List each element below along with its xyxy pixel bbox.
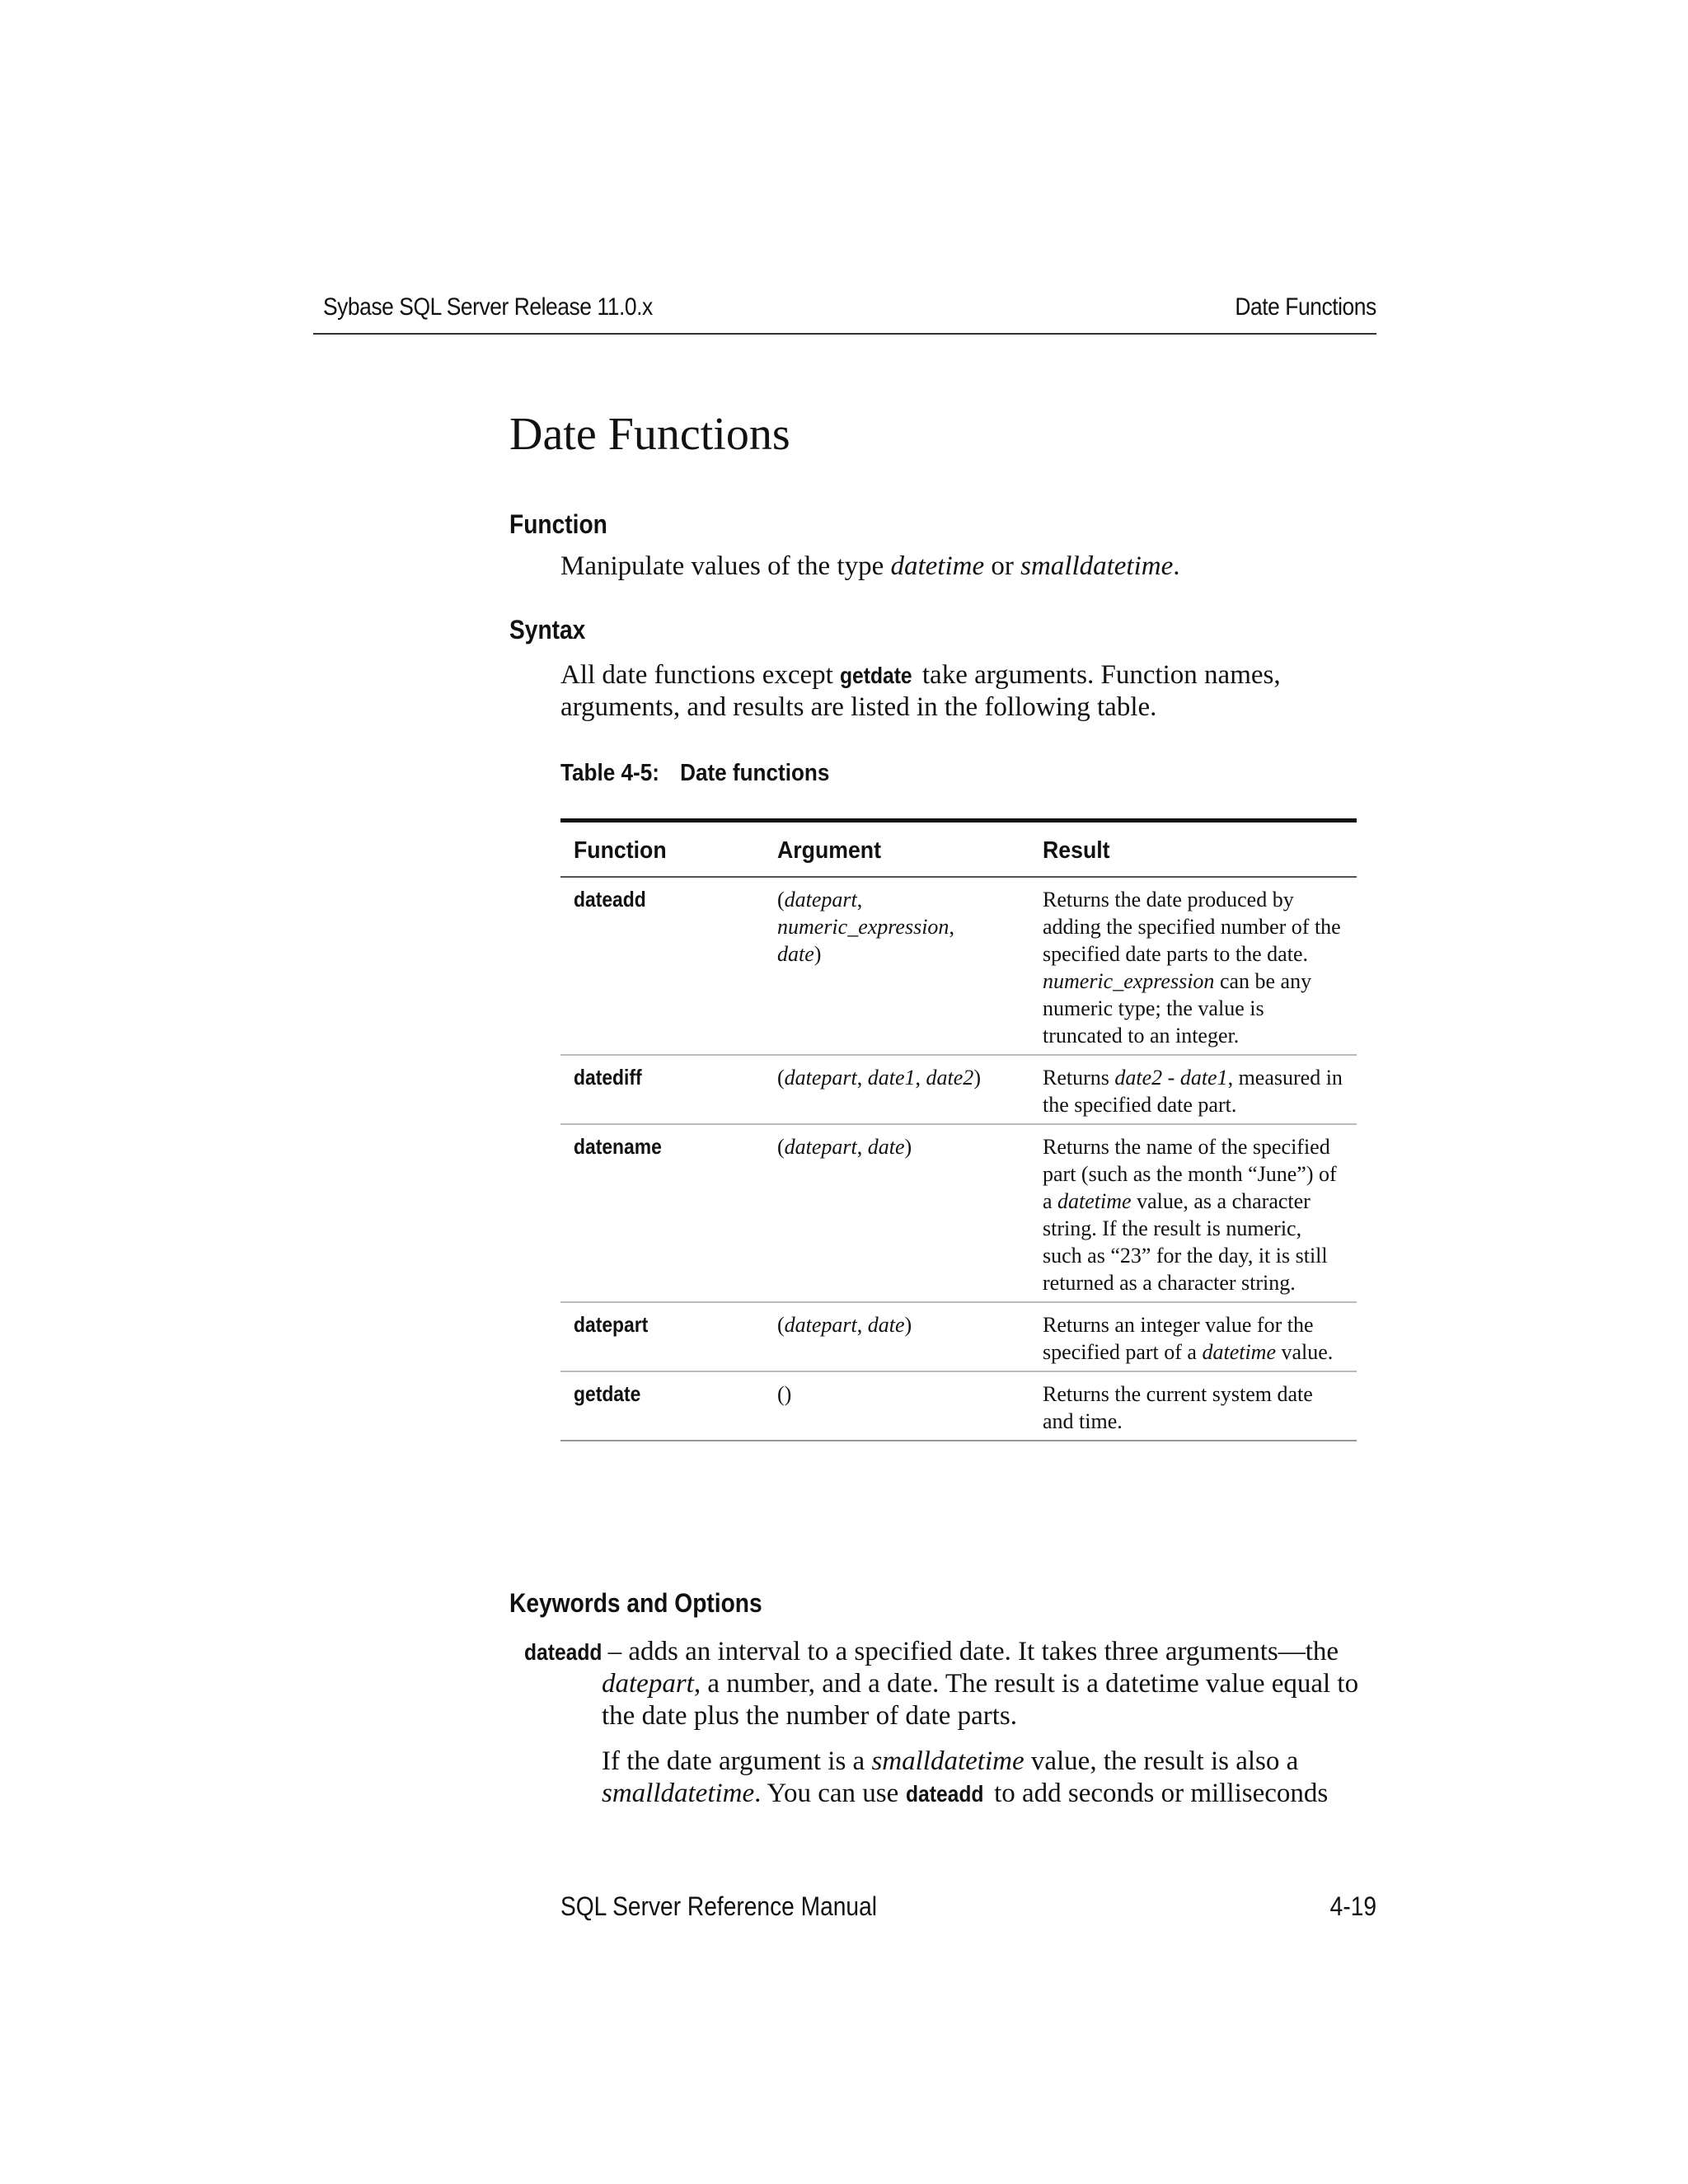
table-caption-title: Date functions — [680, 760, 830, 786]
argument-cell: (datepart, date1, date2) — [764, 1055, 1029, 1124]
table-header-row — [560, 821, 1357, 878]
page-title: Date Functions — [509, 409, 790, 460]
date-functions-table — [560, 818, 1357, 1441]
syntax-text: All date functions except — [560, 660, 841, 690]
result-cell: Returns the date produced by adding the specified number of the specified date parts to the date. numeric_expression can be any numeric type; the value is truncated to an integer. — [1029, 877, 1357, 1055]
function-cell: datepart — [560, 1302, 764, 1371]
table-row — [560, 1371, 1357, 1441]
dateadd-code: dateadd — [905, 1781, 983, 1807]
result-cell: Returns date2 - date1, measured in the specified date part. — [1029, 1055, 1357, 1124]
smalldatetime-note-paragraph: If the date argument is a smalldatetime value, the result is also a smalldatetime. You can use dateadd to add seconds or milliseconds — [602, 1746, 1329, 1808]
function-cell: datename — [560, 1124, 764, 1302]
function-cell: dateadd — [560, 877, 764, 1055]
syntax-text: take arguments. Function names, arguments, and results are listed in the following table. — [560, 660, 1281, 722]
argument-cell: (datepart, date) — [764, 1124, 1029, 1302]
table-caption — [560, 760, 829, 787]
function-text: Manipulate values of the type — [560, 551, 891, 581]
running-header — [313, 288, 1376, 335]
argument-cell: () — [777, 1382, 792, 1406]
function-cell: datediff — [560, 1055, 764, 1124]
function-text: . — [1173, 551, 1180, 581]
getdate-code: getdate — [840, 663, 912, 688]
argument-cell: (datepart, numeric_expression, date) — [764, 877, 1029, 1055]
argument-cell: (datepart, date) — [764, 1302, 1029, 1371]
syntax-heading: Syntax — [509, 615, 586, 644]
keywords-heading: Keywords and Options — [509, 1588, 762, 1618]
column-header-argument: Argument — [764, 821, 1029, 878]
function-description — [560, 551, 1385, 583]
column-header-function: Function — [560, 821, 764, 878]
column-header-result: Result — [1029, 821, 1357, 878]
result-cell: Returns the name of the specified part (such as the month “June”) of a datetime value, as a character string. If the result is numeric, such as “23” for the day, it is still returned as a character string. — [1029, 1124, 1357, 1302]
result-cell: Returns the current system date and time. — [1043, 1382, 1313, 1433]
keywords-body — [524, 1636, 1385, 1823]
footer-manual-title: SQL Server Reference Manual — [560, 1891, 877, 1921]
dateadd-code: dateadd — [524, 1639, 603, 1665]
header-manual-release: Sybase SQL Server Release 11.0.x — [323, 293, 653, 321]
function-cell: getdate — [574, 1381, 641, 1406]
table-caption-number: Table 4-5: — [560, 760, 659, 786]
footer-page-number: 4-19 — [1329, 1891, 1376, 1921]
function-text: or — [984, 551, 1021, 581]
syntax-description — [560, 659, 1385, 724]
header-section-name: Date Functions — [1235, 293, 1376, 321]
table-row — [560, 1302, 1357, 1371]
dateadd-keyword-paragraph: dateadd – adds an interval to a specified date. It takes three arguments—the datepart, a number, and a date. The result is a datetime value equal to the date plus the number of date parts. — [524, 1637, 1359, 1731]
table-row — [560, 877, 1357, 1055]
datetime-term: datetime — [890, 551, 985, 581]
smalldatetime-term: smalldatetime — [1020, 551, 1174, 581]
result-cell: Returns an integer value for the specified part of a datetime value. — [1029, 1302, 1357, 1371]
function-heading: Function — [509, 509, 607, 539]
table-row — [560, 1055, 1357, 1124]
table-row — [560, 1124, 1357, 1302]
